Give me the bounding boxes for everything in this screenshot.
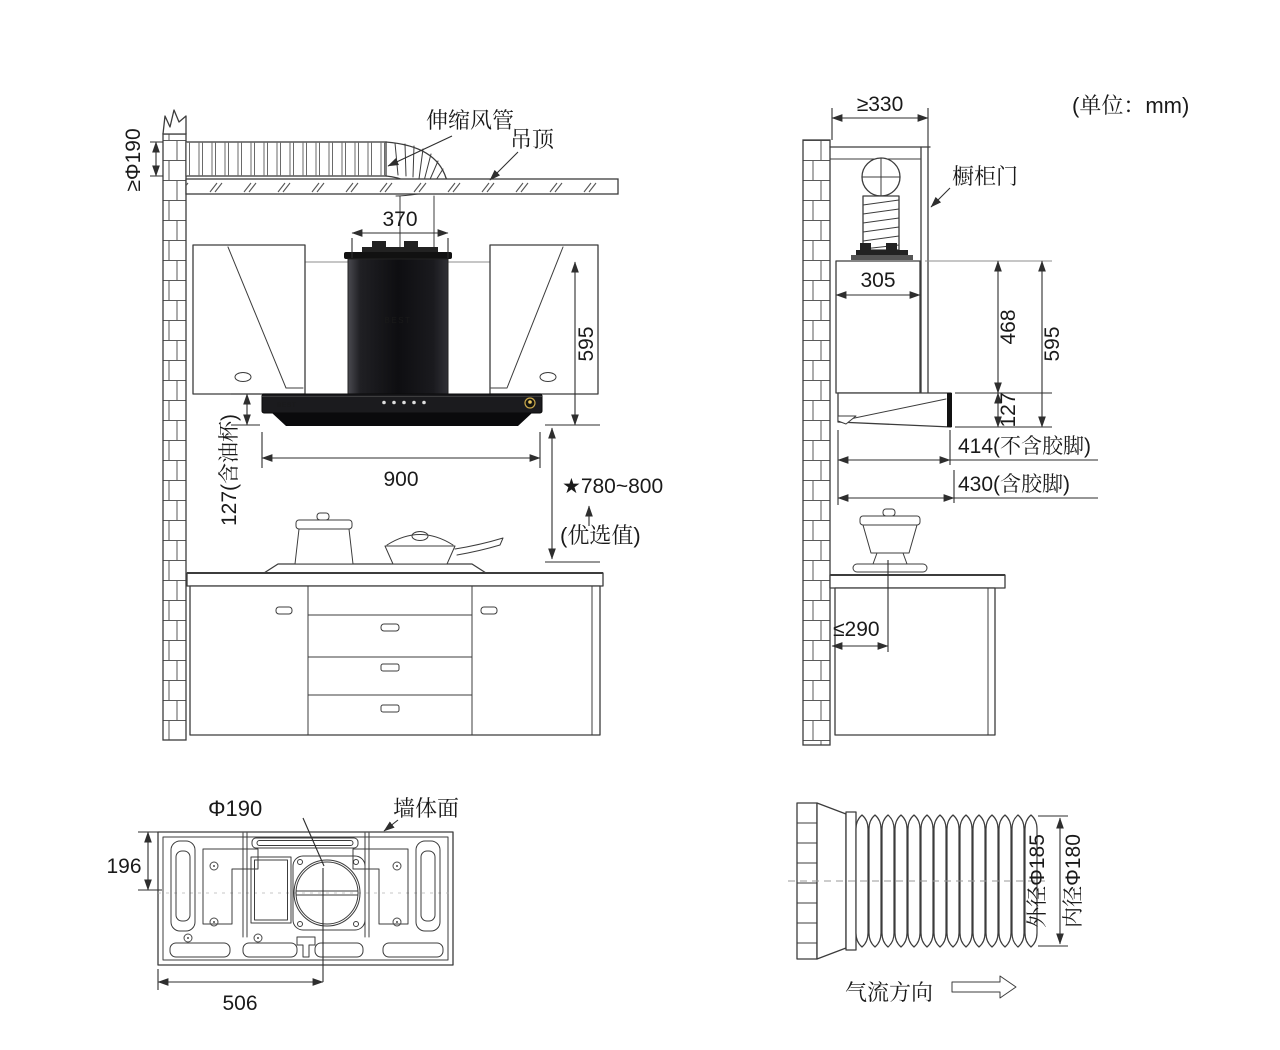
door-handle xyxy=(276,607,292,614)
drawer-handle xyxy=(381,624,399,631)
flex-duct-front xyxy=(186,142,472,258)
outlet-dia-label: Φ190 xyxy=(208,796,263,821)
inner-dia-text: 内径Φ180 xyxy=(1062,834,1085,928)
dim-install-height xyxy=(545,428,663,562)
body-height-side-text: 127 xyxy=(997,392,1020,428)
install-height-text: ★780~800 xyxy=(562,475,664,498)
front-elevation-view xyxy=(122,108,663,740)
dim-depths-side xyxy=(838,430,1098,505)
cabinet-door-label: 橱柜门 xyxy=(952,164,1019,189)
base-cabinet-front xyxy=(190,586,600,735)
hood-width-text: 900 xyxy=(383,468,419,491)
hood-logo: BEST xyxy=(277,402,297,409)
wall-face-label: 墙体面 xyxy=(393,796,460,821)
duct-section-side xyxy=(851,158,913,260)
duct-diameter-text: ≥Φ190 xyxy=(122,128,145,192)
cabinet-depth-text: ≥330 xyxy=(856,93,904,116)
chimney-width-text: 370 xyxy=(382,208,418,231)
drawer-handle xyxy=(381,664,399,671)
airflow-arrow-icon xyxy=(952,976,1016,998)
side-section-view xyxy=(803,93,1098,745)
outlet-offset-text: 506 xyxy=(222,992,258,1015)
install-note-text: (优选值) xyxy=(560,523,641,548)
mount-clamp xyxy=(372,241,386,248)
chimney-depth-text: 305 xyxy=(860,269,896,292)
dim-cabinet-depth xyxy=(832,93,928,147)
upper-cabinet-left xyxy=(193,245,305,394)
wall-side xyxy=(803,140,830,745)
hood-bottom-panel xyxy=(272,413,532,426)
stove-to-wall-text: ≤290 xyxy=(833,618,880,641)
flex-duct-leader xyxy=(388,136,452,166)
ceiling xyxy=(186,179,618,194)
hood-height-text: 595 xyxy=(575,326,598,362)
chimney-logo: BEST xyxy=(384,316,412,325)
flex-duct-view xyxy=(788,803,1085,1005)
flex-duct-label: 伸缩风管 xyxy=(425,108,515,133)
body-height-text: 127(含油杯) xyxy=(218,413,241,527)
unit-note: (单位：mm) xyxy=(1072,93,1190,118)
frying-pan-front xyxy=(385,532,503,565)
dim-body-height-front xyxy=(218,394,260,526)
dim-duct-diameters xyxy=(1026,816,1085,946)
drawer-handle xyxy=(381,705,399,712)
countertop-front xyxy=(187,564,603,586)
dim-outlet-offset xyxy=(158,969,323,1015)
ceiling-label: 吊顶 xyxy=(509,127,555,152)
outer-dia-text: 外径Φ185 xyxy=(1026,834,1049,928)
dim-top-depth xyxy=(106,832,162,890)
chimney-cap xyxy=(344,252,452,259)
rice-pot-front xyxy=(295,513,353,564)
stove-pot-side xyxy=(853,509,927,572)
top-depth-text: 196 xyxy=(106,855,142,878)
width-no-feet-text: 414(不含胶脚) xyxy=(958,435,1092,458)
wall-front xyxy=(163,110,186,740)
ceiling-leader xyxy=(490,152,518,180)
countertop-side xyxy=(830,575,1005,735)
total-height-text: 595 xyxy=(1041,326,1064,362)
upper-cabinet-right xyxy=(490,245,598,394)
dim-hood-width xyxy=(262,432,540,491)
chimney-height-text: 468 xyxy=(997,309,1020,345)
mount-clamp xyxy=(404,241,418,248)
hood-top-view xyxy=(106,796,459,1015)
range-hood-side xyxy=(838,393,952,427)
wall-face-leader xyxy=(384,820,398,831)
width-with-feet-text: 430(含胶脚) xyxy=(958,473,1071,496)
airflow-label: 气流方向 xyxy=(845,980,934,1005)
chimney xyxy=(348,259,448,394)
door-handle xyxy=(481,607,497,614)
dim-duct-diameter xyxy=(122,128,163,191)
cabinet-door-leader xyxy=(931,188,950,207)
